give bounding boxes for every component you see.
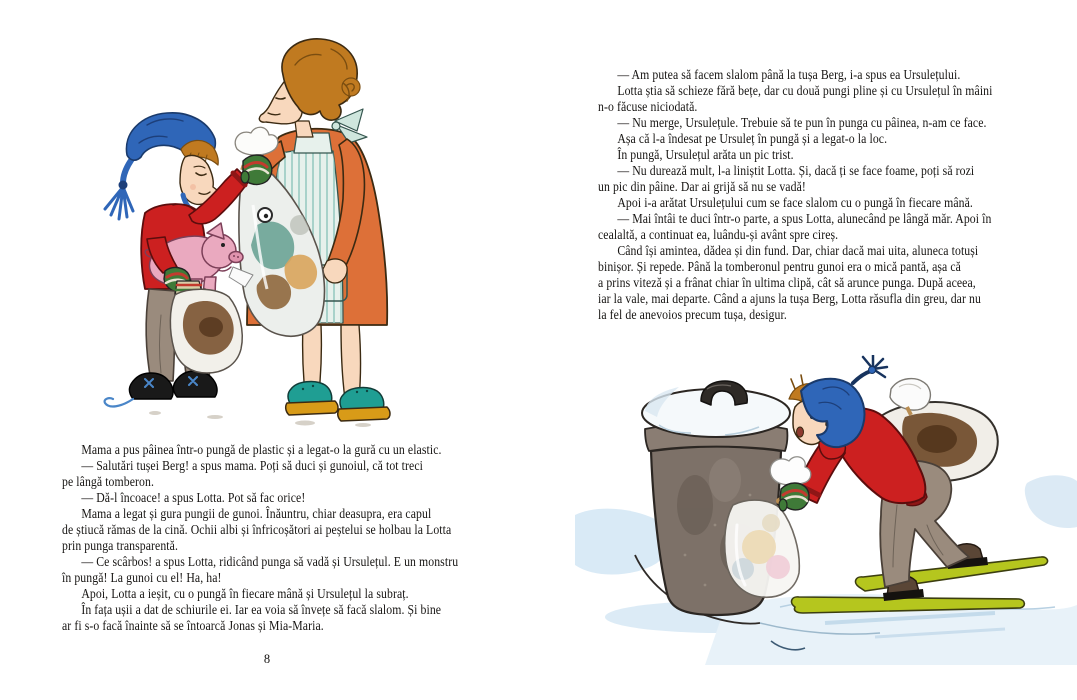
text-line: — Dă-l încoace! a spus Lotta. Pot să fac orice!: [81, 491, 306, 506]
skier-open-mouth: [797, 427, 804, 437]
text-line: iar la vale, mai departe. Când a ajuns la tușa Berg, Lotta răsufla din greu, dar nu: [598, 292, 981, 307]
text-line: cealaltă, a continuat ea, luându-și avânt spre cireș.: [598, 228, 839, 243]
text-line: În fața ușii a dat de schiurile ei. Iar ea voia să învețe să facă slalom. Și bine: [81, 603, 442, 618]
lotta-shoes: [105, 371, 217, 406]
text-line: — Nu merge, Ursulețule. Trebuie să te pun în punga cu pâinea, n-am ce face.: [617, 116, 987, 131]
page-number: 8: [263, 652, 271, 666]
skier-mittens: [779, 483, 809, 511]
text-line: de știucă rămas de la cină. Ochii albi și înfricoșători ai peștelui se holbau la Lotta: [62, 523, 452, 538]
illustration-lotta-skiing: [575, 355, 1077, 665]
text-line: În pungă, Ursulețul arăta un pic trist.: [617, 148, 794, 163]
lotta-tassel: [105, 155, 135, 219]
trailing-lace: [105, 398, 133, 406]
text-line: pe lângă tomberon.: [62, 475, 154, 490]
text-line: Așa că l-a îndesat pe Ursuleț în pungă și a legat-o la loc.: [617, 132, 888, 147]
text-line: n-o făcuse niciodată.: [598, 100, 698, 115]
text-line: ar fi s-o facă înainte să se întoarcă Jonas și Mia-Maria.: [62, 619, 324, 634]
text-line: — Salutări tușei Berg! a spus mama. Poți să duci și gunoiul, că tot treci: [81, 459, 424, 474]
text-line: Mama a legat și gura pungii de gunoi. Înăuntru, chiar deasupra, era capul: [81, 507, 432, 522]
text-line: prin punga transparentă.: [62, 539, 178, 554]
hood-tassel: [853, 355, 887, 383]
mother-hand: [323, 259, 347, 283]
text-line: Apoi i-a arătat Ursulețului cum se face slalom cu o pungă în fiecare mână.: [617, 196, 973, 211]
text-line: Apoi, Lotta a ieșit, cu o pungă în fiecare mână și Ursulețul la subraț.: [81, 587, 409, 602]
text-line: Lotta știa să schieze fără bețe, dar cu două pungi pline și cu Ursulețul în mâini: [617, 84, 993, 99]
text-line: — Ce scârbos! a spus Lotta, ridicând punga să vadă și Ursulețul. E un monstru: [81, 555, 459, 570]
small-garbage-bag: [170, 281, 242, 373]
illustration-mother-and-lotta: [95, 25, 460, 430]
mother-neck: [295, 121, 313, 137]
lotta-raised-mitten: [241, 155, 272, 184]
text-line: — Am putea să facem slalom până la tușa Berg, i-a spus ea Ursulețului.: [617, 68, 961, 83]
mother-clogs: [286, 382, 390, 421]
bag-twist: [235, 127, 278, 155]
text-line: un pic din pâine. Dar ai grijă să nu se vadă!: [598, 180, 806, 195]
skis: [792, 557, 1048, 613]
white-pouch: [890, 379, 930, 410]
bread-bag-twist: [770, 457, 811, 485]
text-line: — Nu durează mult, l-a liniștit Lotta. Și, dacă ți se face foame, poți să rozi: [617, 164, 975, 179]
text-line: în pungă! La gunoi cu el! Ha, ha!: [62, 571, 222, 586]
text-line: a prins viteză și a frânat chiar în ultima clipă, cât să arunce punga. După aceea,: [598, 276, 976, 291]
text-line: Mama a pus pâinea într-o pungă de plastic și a legat-o la gură cu un elastic.: [81, 443, 442, 458]
right-page-text: [598, 68, 992, 324]
text-line: la fel de anevoios precum tușa, desigur.: [598, 308, 787, 323]
text-line: — Mai întâi te duci într-o parte, a spus Lotta, alunecând pe lângă măr. Apoi în: [617, 212, 992, 227]
text-line: binișor. Și repede. Până la tomberonul pentru gunoi era o mică pantă, așa că: [598, 260, 961, 275]
left-page-text: [62, 443, 458, 635]
text-line: Când își amintea, dădea și din fund. Dar, chiar dacă mai uita, aluneca totuși: [617, 244, 979, 259]
